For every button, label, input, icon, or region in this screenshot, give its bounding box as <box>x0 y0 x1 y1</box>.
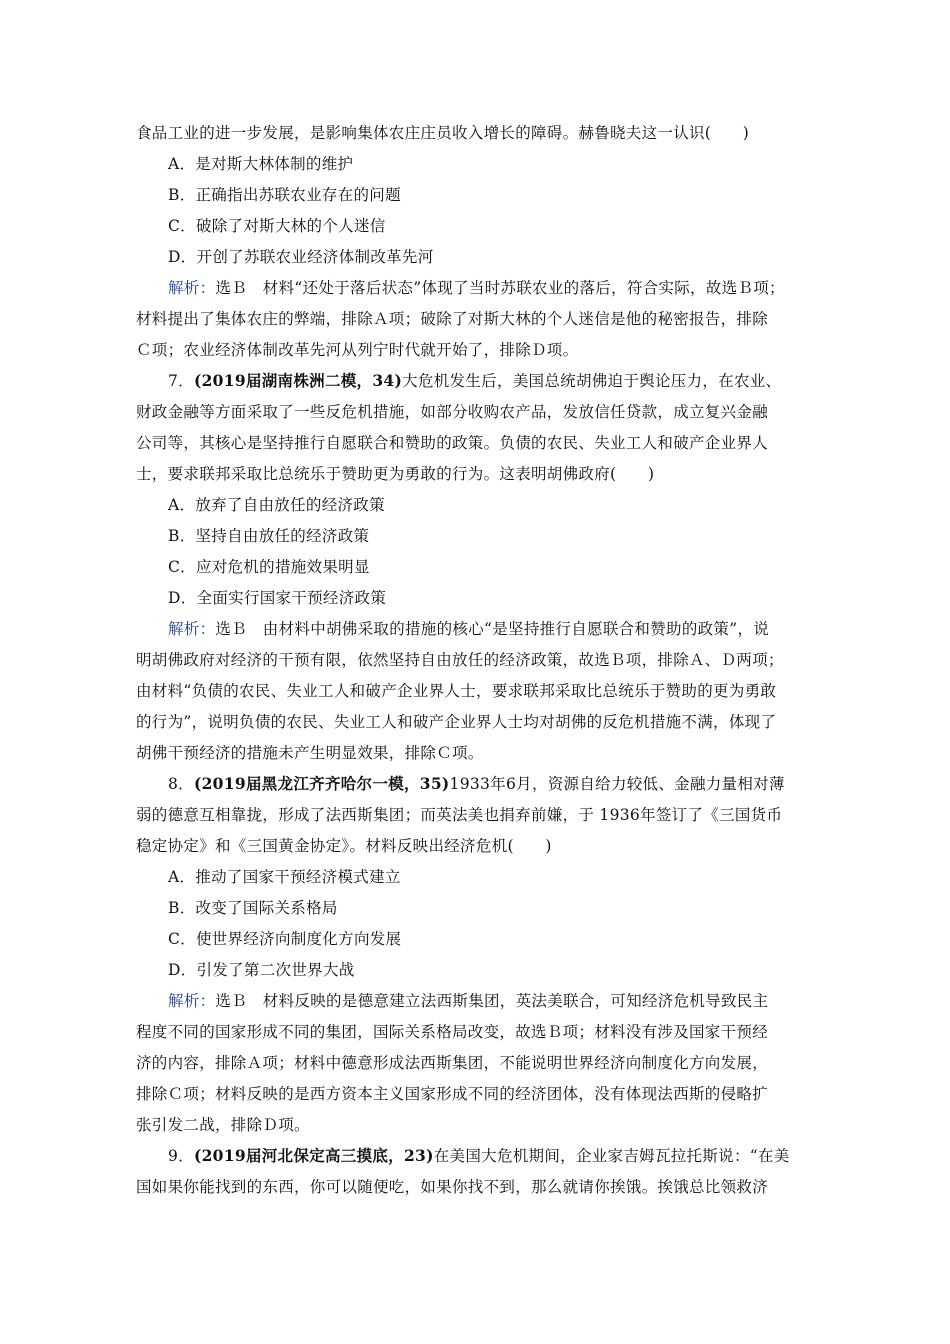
analysis-label: 解析： <box>168 992 216 1010</box>
q6-option-c: C．破除了对斯大林的个人迷信 <box>168 217 386 235</box>
q8-analysis-line-5: 张引发二战，排除Ｄ项。 <box>136 1116 310 1134</box>
analysis-label: 解析： <box>168 620 216 638</box>
q8-analysis-line-4: 排除Ｃ项；材料反映的是西方资本主义国家形成不同的经济团体，没有体现法西斯的侵略扩 <box>136 1085 769 1103</box>
analysis-label: 解析： <box>168 279 216 297</box>
q8-stem-line-2: 弱的德意互相靠拢，形成了法西斯集团；而英法美也捐弃前嫌，于 1936年签订了《三国货币 <box>136 806 783 824</box>
q7-option-a: A．放弃了自由放任的经济政策 <box>168 496 385 514</box>
q7-stem-line-2: 财政金融等方面采取了一些反危机措施，如部分收购农产品，发放信任贷款，成立复兴金融 <box>136 403 769 421</box>
q7-analysis-line-2: 明胡佛政府对经济的干预有限，依然坚持自由放任的经济政策，故选Ｂ项，排除Ａ、Ｄ两项； <box>136 651 784 669</box>
q7-option-d: D．全面实行国家干预经济政策 <box>168 589 387 607</box>
question-number: 9． <box>168 1147 194 1165</box>
q6-analysis-line-3: Ｃ项；农业经济体制改革先河从列宁时代就开始了，排除Ｄ项。 <box>136 341 579 359</box>
q7-analysis-line-5: 胡佛干预经济的措施未产生明显效果，排除Ｃ项。 <box>136 744 484 762</box>
stem-text: 1933年6月，资源自给力较低、金融力量相对薄 <box>449 775 785 793</box>
q7-stem-line-4: 士，要求联邦采取比总统乐于赞助更为勇敢的行为。这表明胡佛政府( ) <box>136 465 655 483</box>
q8-option-a: A．推动了国家干预经济模式建立 <box>168 868 401 886</box>
analysis-text: 选Ｂ 材料反映的是德意建立法西斯集团，英法美联合，可知经济危机导致民主 <box>215 992 769 1010</box>
q6-option-a: A．是对斯大林体制的维护 <box>168 155 354 173</box>
q6-option-b: B．正确指出苏联农业存在的问题 <box>168 186 401 204</box>
q8-analysis-line-1 <box>168 991 848 1011</box>
question-source: (2019届湖南株洲二模，34) <box>193 371 403 390</box>
q8-analysis-line-3: 济的内容，排除Ａ项；材料中德意形成法西斯集团，不能说明世界经济向制度化方向发展， <box>136 1054 769 1072</box>
q7-option-b: B．坚持自由放任的经济政策 <box>168 527 370 545</box>
q8-analysis-line-2: 程度不同的国家形成不同的集团，国际关系格局改变，故选Ｂ项；材料没有涉及国家干预经 <box>136 1023 769 1041</box>
q6-analysis-line-1 <box>168 278 848 298</box>
q6-analysis-line-2: 材料提出了集体农庄的弊端，排除Ａ项；破除了对斯大林的个人迷信是他的秘密报告，排除 <box>136 310 769 328</box>
q9-stem-line-1 <box>168 1146 848 1166</box>
q7-analysis-line-4: 的行为”，说明负债的农民、失业工人和破产企业界人士均对胡佛的反危机措施不满，体现了 <box>136 713 777 731</box>
question-source: (2019届黑龙江齐齐哈尔一模，35) <box>193 774 450 793</box>
question-number: 7． <box>168 372 194 390</box>
q8-option-b: B．改变了国际关系格局 <box>168 899 338 917</box>
q7-stem-line-1 <box>168 371 848 391</box>
q8-stem-line-3: 稳定协定》和《三国黄金协定》。材料反映出经济危机( ) <box>136 837 552 855</box>
q6-option-d: D．开创了苏联农业经济体制改革先河 <box>168 248 434 266</box>
question-source: (2019届河北保定高三摸底，23) <box>193 1146 434 1165</box>
q9-stem-line-2: 国如果你能找到的东西，你可以随便吃，如果你找不到，那么就请你挨饿。挨饿总比领救济 <box>136 1178 769 1196</box>
q8-option-c: C．使世界经济向制度化方向发展 <box>168 930 402 948</box>
q7-option-c: C．应对危机的措施效果明显 <box>168 558 370 576</box>
q8-option-d: D．引发了第二次世界大战 <box>168 961 355 979</box>
analysis-text: 选Ｂ 材料“还处于落后状态”体现了当时苏联农业的落后，符合实际，故选Ｂ项； <box>215 279 785 297</box>
q8-stem-line-1 <box>168 774 848 794</box>
q6-stem-line: 食品工业的进一步发展，是影响集体农庄庄员收入增长的障碍。赫鲁晓夫这一认识( ) <box>136 124 750 142</box>
stem-text: 在美国大危机期间，企业家吉姆瓦拉托斯说：“在美 <box>433 1147 790 1165</box>
q7-stem-line-3: 公司等，其核心是坚持推行自愿联合和赞助的政策。负债的农民、失业工人和破产企业界人 <box>136 434 769 452</box>
question-number: 8． <box>168 775 194 793</box>
q7-analysis-line-1 <box>168 619 848 639</box>
analysis-text: 选Ｂ 由材料中胡佛采取的措施的核心“是坚持推行自愿联合和赞助的政策”，说 <box>215 620 770 638</box>
q7-analysis-line-3: 由材料“负债的农民、失业工人和破产企业界人士，要求联邦采取比总统乐于赞助的更为勇敢 <box>136 682 777 700</box>
stem-text: 大危机发生后，美国总统胡佛迫于舆论压力，在农业、 <box>402 372 782 390</box>
